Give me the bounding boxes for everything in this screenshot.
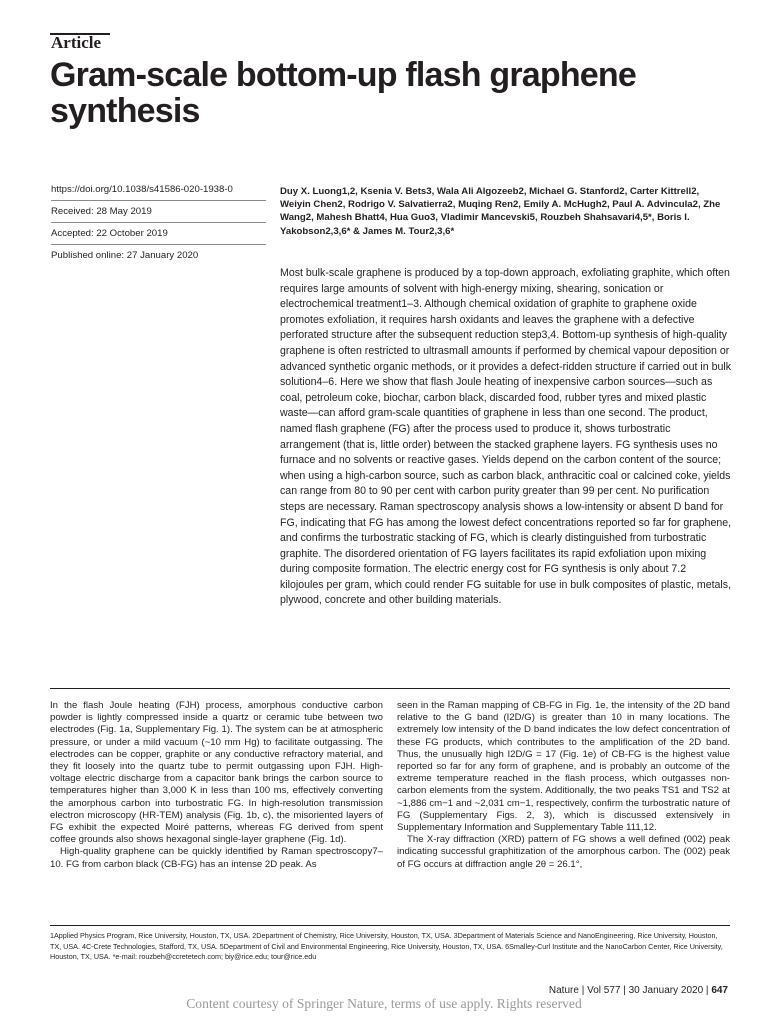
abstract: Most bulk-scale graphene is produced by a top-down approach, exfoliating graphite, which often requires large amounts of solvent with high-energy mixing, shearing, sonication or electrochemical treatment1–3. Although chemical oxidation of graphite to graphene oxide promotes exfoliation, it requires harsh oxidants and leaves the graphene with a defective perforated structure after the subsequent reduction step3,4. Bottom-up synthesis of high-quality graphene is often restricted to ultrasmall amounts if performed by chemical vapour deposition or advanced synthetic organic methods, or it provides a defect-ridden structure if carried out in bulk solution4–6. Here we show that flash Joule heating of inexpensive carbon sources—such as coal, petroleum coke, biochar, carbon black, discarded food, rubber tyres and mixed plastic waste—can afford gram-scale quantities of graphene in less than one second. The product, named flash graphene (FG) after the process used to produce it, shows turbostratic arrangement (that is, little order) between the stacked graphene layers. FG synthesis uses no furnace and no solvents or reactive gases. Yields depend on the carbon content of the source; when using a high-carbon source, such as carbon black, anthracitic coal or calcined coke, yields can range from 80 to 90 per cent with carbon purity greater than 99 per cent. No purification steps are necessary. Raman spectroscopy analysis shows a low-intensity or absent D band for FG, indicating that FG has among the lowest defect concentrations reported so far for graphene, and confirms the turbostratic stacking of FG, which is clearly distinguished from turbostratic graphite. The disordered orientation of FG layers facilitates its rapid exfoliation upon mixing during composite formation. The electric energy cost for FG synthesis is only about 7.2 kilojoules per gram, which could render FG suitable for use in bulk composites of plastic, metals, plywood, concrete and other building materials. (280, 267, 732, 607)
volume: Vol 577 (587, 985, 621, 996)
article-type-label: Article (51, 33, 102, 52)
section-divider (50, 688, 730, 689)
body-paragraph: The X-ray diffraction (XRD) pattern of FG shows a well defined (002) peak indicating successful graphitization of the amorphous carbon. The (002) peak of FG occurs at diffraction angle 2θ = 26.1°, (397, 834, 730, 870)
received-date: Received: 28 May 2019 (51, 201, 266, 223)
body-paragraph: High-quality graphene can be quickly identified by Raman spectroscopy7–10. FG from carbon black (CB-FG) has an intense 2D peak. As (50, 846, 383, 870)
body-paragraph: In the flash Joule heating (FJH) process, amorphous conductive carbon powder is lightly compressed inside a quartz or ceramic tube between two electrodes (Fig. 1a, Supplementary Fig. 1). The system can be at atmospheric pressure, or under a mild vacuum (~10 mm Hg) to facilitate outgassing. The electrodes can be copper, graphite or any conductive refractory material, and they fit loosely into the quartz tube to permit outgassing upon FJH. High-voltage electric discharge from a capacitor bank brings the carbon source to temperatures higher than 3,000 K in less than 100 ms, effectively converting the amorphous carbon into turbostratic FG. In high-resolution transmission electron microscopy (HR-TEM) analysis (Fig. 1b, c), the misoriented layers of FG exhibit the expected Moiré patterns, whereas FG derived from spent coffee grounds also shows hexagonal single-layer graphene (Fig. 1d). (50, 700, 383, 846)
page-number: 647 (711, 985, 728, 996)
published-date: Published online: 27 January 2020 (51, 250, 199, 261)
affiliations-footnote: 1Applied Physics Program, Rice University, Houston, TX, USA. 2Department of Chemistry, Rice University, Houston, TX, USA. 3Department of Materials Science and NanoEngineering, Rice University, Houston, TX, USA. 4C-Crete Technologies, Stafford, TX, USA. 5Department of Civil and Environmental Engineering, Rice University, Houston, TX, USA. 6Smalley-Curl Institute and the NanoCarbon Center, Rice University, Houston, TX, USA. *e-mail: rouzbeh@ccretetech.com; biy@rice.edu; tour@rice.edu (50, 931, 723, 962)
footnote-divider (50, 925, 730, 926)
article-metadata (51, 184, 266, 266)
issue-date: 30 January 2020 (628, 985, 704, 996)
doi-link[interactable]: https://doi.org/10.1038/s41586-020-1938-0 (51, 184, 266, 201)
article-title: Gram-scale bottom-up flash graphene synthesis (50, 56, 636, 130)
accepted-date: Accepted: 22 October 2019 (51, 223, 266, 245)
body-column-right (397, 700, 730, 871)
author-list: Duy X. Luong1,2, Ksenia V. Bets3, Wala Ali Algozeeb2, Michael G. Stanford2, Carter Kittrell2, Weiyin Chen2, Rodrigo V. Salvatierra2, Muqing Ren2, Emily A. McHugh2, Paul A. Advincula2, Zhe Wang2, Mahesh Bhatt4, Hua Guo3, Vladimir Mancevski5, Rouzbeh Shahsavari4,5*, Boris I. Yakobson2,3,6* & James M. Tour2,3,6* (280, 186, 721, 237)
courtesy-watermark: Content courtesy of Springer Nature, terms of use apply. Rights reserved (186, 996, 582, 1011)
page-footer: Nature | Vol 577 | 30 January 2020 | 647 (548, 985, 728, 996)
journal-name: Nature (548, 985, 579, 996)
body-column-left (50, 700, 383, 871)
body-paragraph: seen in the Raman mapping of CB-FG in Fig. 1e, the intensity of the 2D band relative to the G band (I2D/G) is greater than 10 in many locations. The extremely low intensity of the D band indicates the low defect concentration of these FG products, which contributes to the amplification of the 2D band. Thus, the unusually high I2D/G = 17 (Fig. 1e) of CB-FG is the highest value reported so far for any form of graphene, and is probably an outcome of the extreme temperature reached in the flash process, which outgasses non-carbon elements from the system. Additionally, the two peaks TS1 and TS2 at ~1,886 cm−1 and ~2,031 cm−1, respectively, confirm the turbostratic nature of FG (Supplementary Figs. 2, 3), which is discussed extensively in Supplementary Information and Supplementary Table 111,12. (397, 700, 730, 834)
